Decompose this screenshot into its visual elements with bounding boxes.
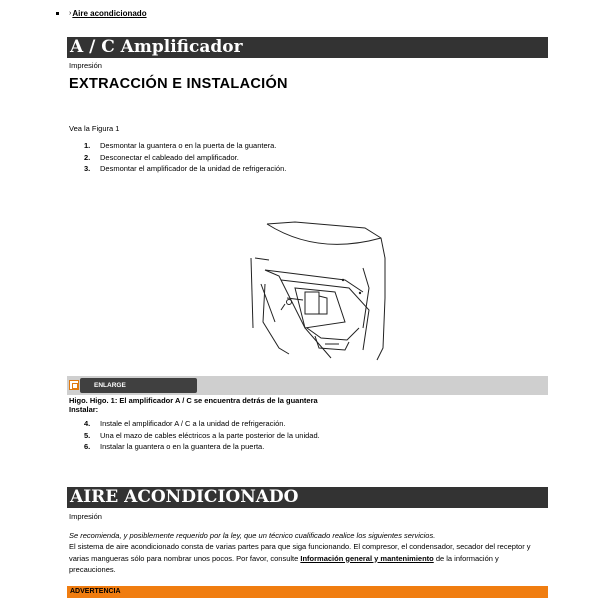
breadcrumb bbox=[56, 9, 147, 18]
removal-steps bbox=[84, 141, 286, 176]
bullet-icon bbox=[56, 12, 59, 15]
section-title-amplificador: A / C Amplificador bbox=[67, 37, 548, 58]
figure-caption: Higo. Higo. 1: El amplificador A / C se encuentra detrás de la guantera bbox=[69, 396, 318, 405]
info-maintenance-link[interactable]: Información general y mantenimiento bbox=[300, 553, 434, 563]
list-item: 3. Desmontar el amplificador de la unidad de refrigeración. bbox=[84, 164, 287, 173]
list-item: 6. Instalar la guantera o en la guantera de la puerta. bbox=[84, 442, 265, 451]
breadcrumb-arrow: › bbox=[69, 10, 72, 17]
breadcrumb-link-aire-acondicionado[interactable]: Aire acondicionado bbox=[72, 9, 147, 18]
recommendation-text: Se recomienda, y posiblemente requerido por la ley, que un técnico cualificado realice los siguientes servicios. bbox=[69, 531, 436, 540]
install-steps bbox=[84, 419, 320, 454]
section-title-aire-acondicionado: AIRE ACONDICIONADO bbox=[67, 487, 548, 508]
list-item: 4. Instale el amplificador A / C a la unidad de refrigeración. bbox=[84, 419, 286, 428]
print-link-2[interactable]: Impresión bbox=[69, 512, 102, 521]
enlarge-bar bbox=[67, 376, 548, 395]
see-figure-text: Vea la Figura 1 bbox=[69, 124, 120, 133]
print-link[interactable]: Impresión bbox=[69, 61, 102, 70]
list-item: 2. Desconectar el cableado del amplificador. bbox=[84, 152, 239, 162]
list-item: 1. Desmontar la guantera o en la puerta de la guantera. bbox=[84, 141, 277, 150]
enlarge-icon[interactable] bbox=[69, 380, 79, 390]
page-heading: EXTRACCIÓN E INSTALACIÓN bbox=[69, 76, 288, 92]
install-label: Instalar: bbox=[69, 405, 99, 414]
enlarge-button[interactable]: ENLARGE bbox=[80, 378, 197, 393]
warning-bar: ADVERTENCIA bbox=[67, 586, 548, 598]
description-paragraph: El sistema de aire acondicionado consta de varias partes para que siga funcionando. El compresor, el condensador, secador del receptor y varias mangueras sólo para nombrar unos pocos. Por favor, consulte Información general y mantenimiento de la información y precauciones. bbox=[69, 542, 531, 574]
amplifier-figure-illustration bbox=[245, 218, 395, 368]
list-item: 5. Una el mazo de cables eléctricos a la parte posterior de la unidad. bbox=[84, 430, 320, 440]
